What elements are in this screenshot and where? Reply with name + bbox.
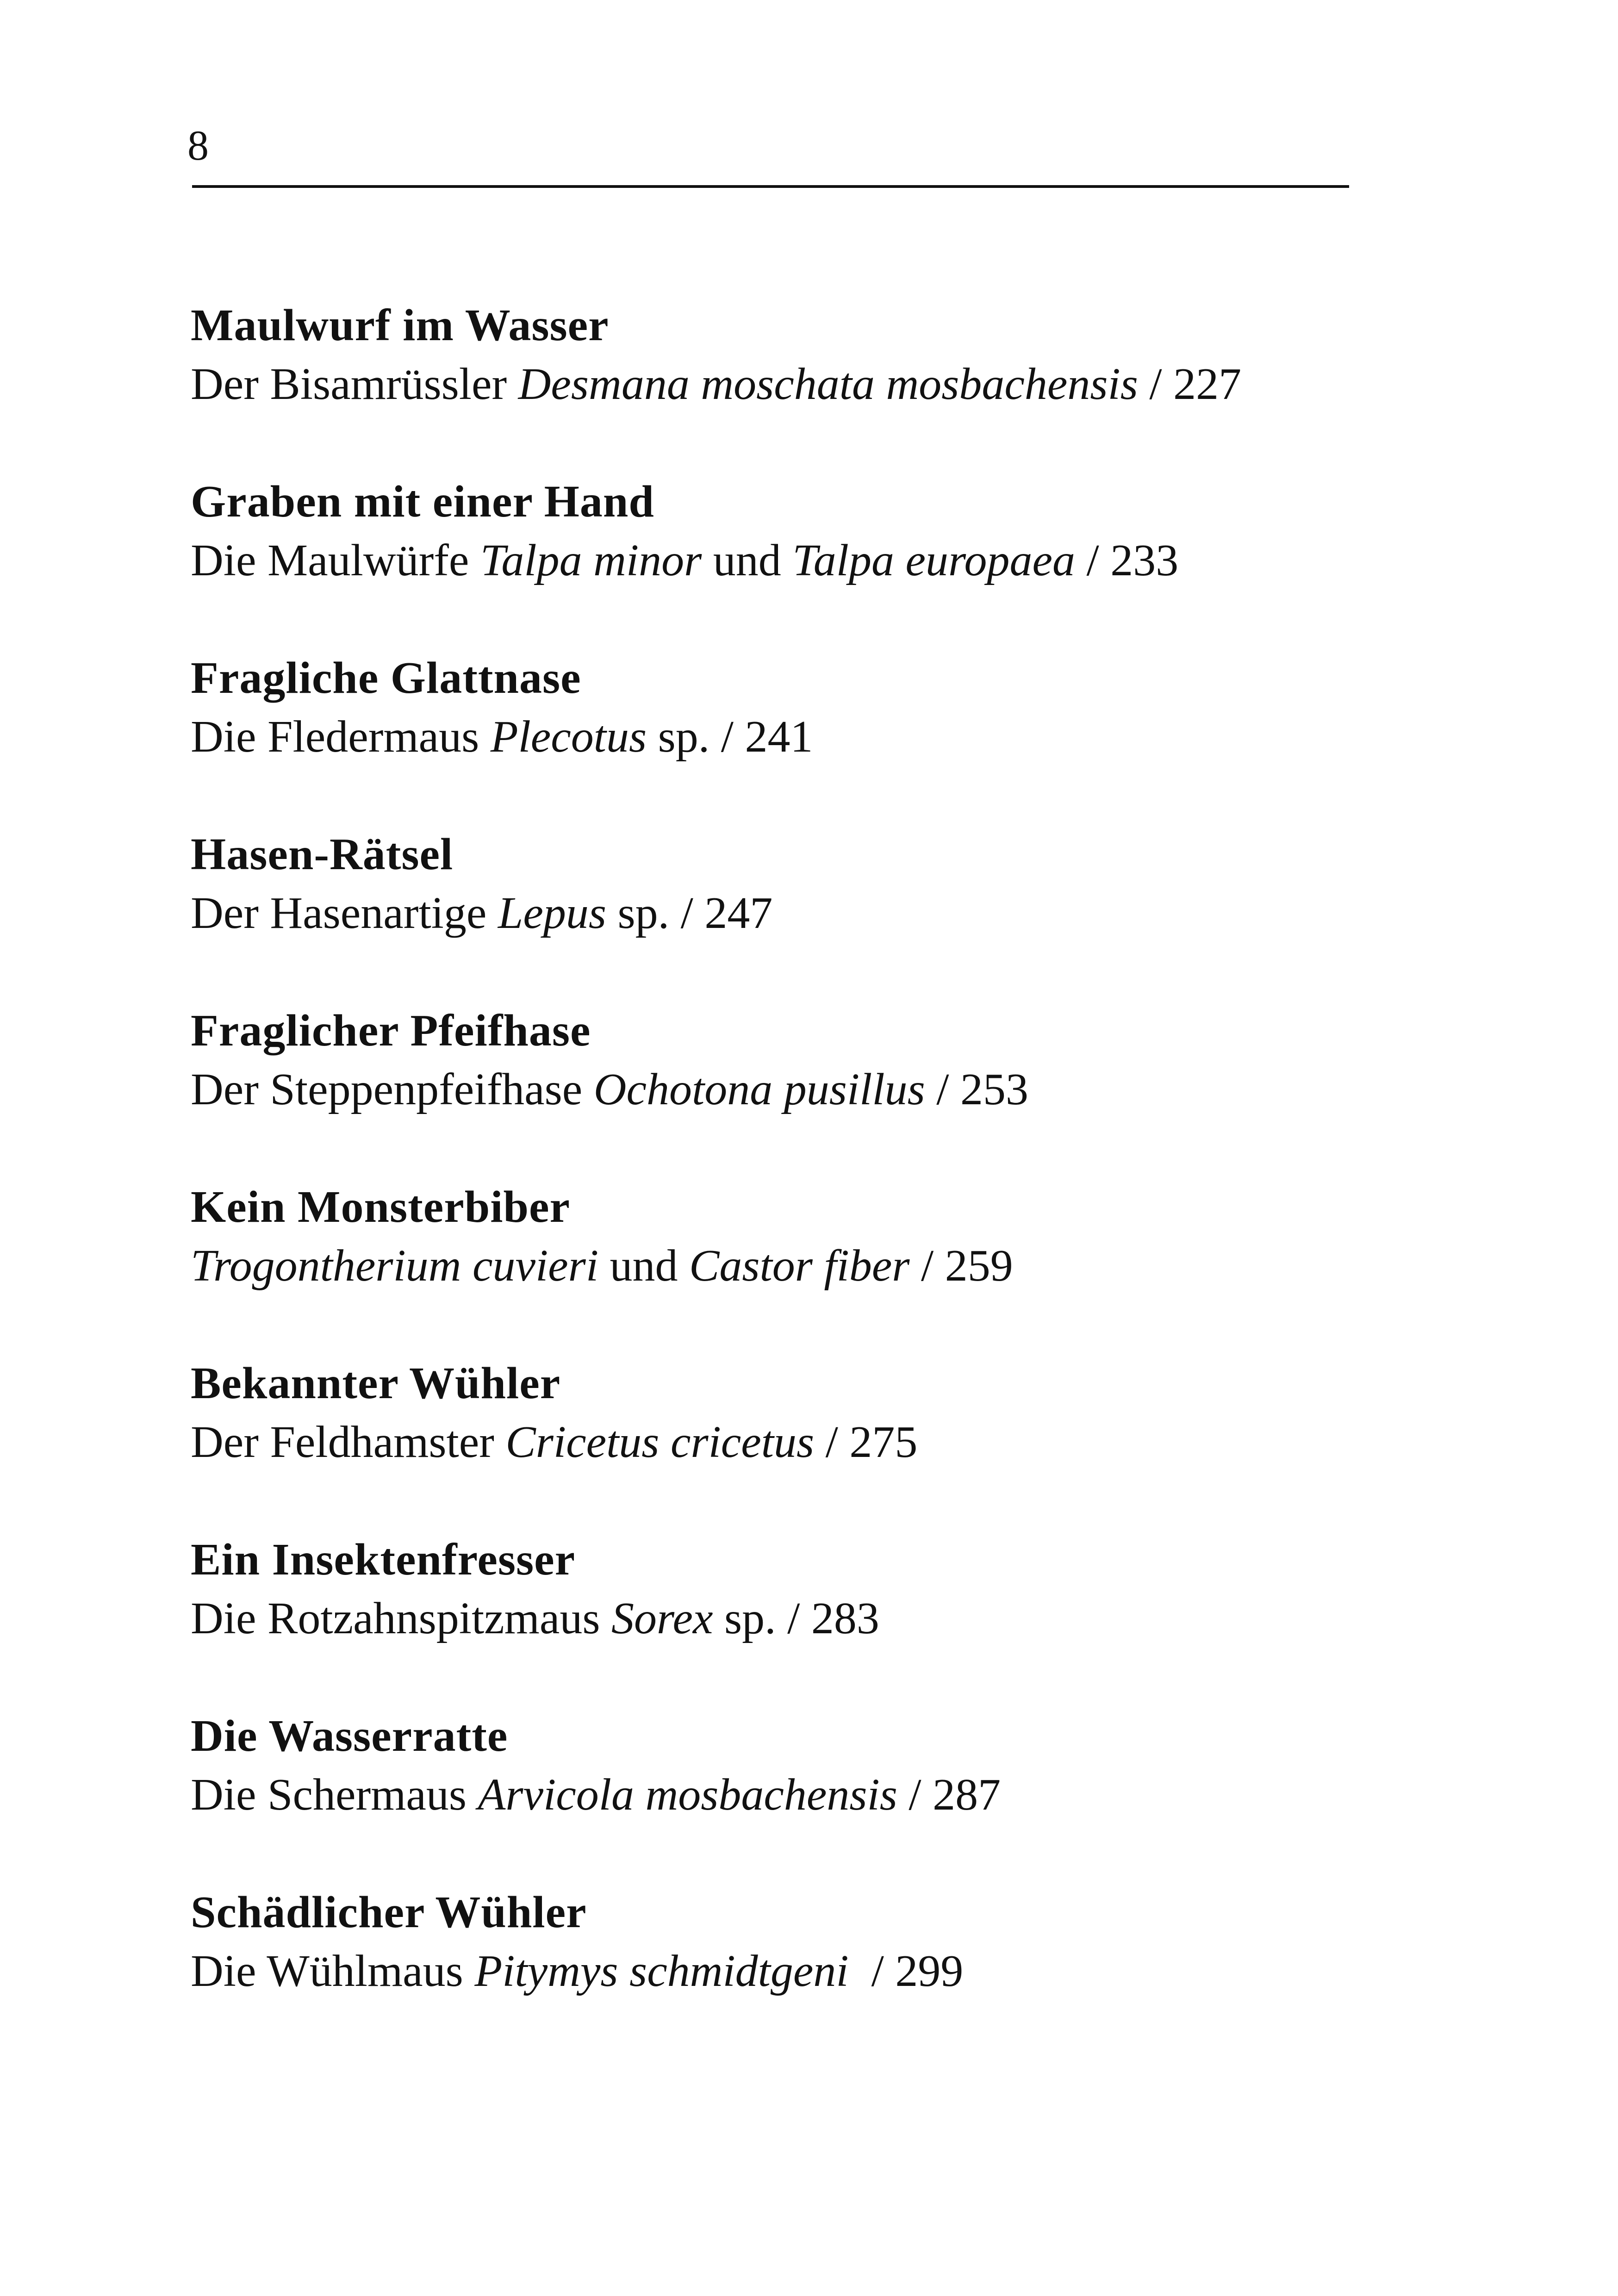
description-text: / 227	[1138, 359, 1242, 410]
toc-entry	[191, 1178, 1394, 1354]
taxon-name: Arvicola mosbachensis	[478, 1770, 897, 1820]
taxon-name: Sorex	[611, 1593, 713, 1644]
taxon-name: Talpa europaea	[792, 535, 1076, 586]
description-text: / 287	[897, 1770, 1001, 1820]
page-number: 8	[187, 122, 209, 169]
description-text: sp. / 247	[606, 888, 773, 939]
toc-entry	[191, 1883, 1394, 2060]
toc-entry-heading: Schädlicher Wühler	[191, 1887, 587, 1937]
toc-entry-heading: Graben mit einer Hand	[191, 477, 654, 527]
description-text: Der Feldhamster	[191, 1417, 506, 1468]
toc-entry-heading: Fragliche Glattnase	[191, 653, 581, 703]
toc-entry-heading: Kein Monsterbiber	[191, 1182, 570, 1232]
toc-entry-heading: Fraglicher Pfeifhase	[191, 1006, 591, 1056]
description-text: Die Wühlmaus	[191, 1946, 475, 1997]
taxon-name: Desmana moschata mosbachensis	[518, 359, 1138, 410]
toc-entry-description	[191, 531, 1394, 590]
taxon-name: Talpa minor	[480, 535, 702, 586]
taxon-name: Lepus	[498, 888, 607, 939]
description-text: / 259	[909, 1241, 1013, 1291]
toc-entry-description	[191, 1060, 1394, 1119]
toc-entry	[191, 296, 1394, 473]
description-text: Die Schermaus	[191, 1770, 478, 1820]
toc-entry-heading: Bekannter Wühler	[191, 1358, 561, 1408]
toc-entry-heading: Ein Insektenfresser	[191, 1535, 576, 1585]
toc-entry-description	[191, 355, 1394, 414]
taxon-name: Ochotona pusillus	[593, 1064, 925, 1115]
toc-entry-description	[191, 1413, 1394, 1472]
taxon-name: Cricetus cricetus	[505, 1417, 815, 1468]
description-text: Der Steppenpfeifhase	[191, 1064, 594, 1115]
description-text: Der Bisamrüssler	[191, 359, 518, 410]
description-text: und	[702, 535, 793, 586]
description-text: / 275	[814, 1417, 918, 1468]
toc-entry-heading: Die Wasserratte	[191, 1711, 508, 1761]
description-text: Die Rotzahnspitzmaus	[191, 1593, 612, 1644]
toc-entry-heading: Hasen-Rätsel	[191, 829, 454, 879]
toc-entry-description	[191, 708, 1394, 766]
toc-entry	[191, 1354, 1394, 1531]
description-text: / 233	[1075, 535, 1179, 586]
table-of-contents	[191, 296, 1394, 2060]
toc-entry	[191, 1707, 1394, 1883]
toc-entry	[191, 473, 1394, 649]
description-text: Die Fledermaus	[191, 712, 491, 762]
toc-entry-description	[191, 1942, 1394, 2001]
description-text: und	[598, 1241, 690, 1291]
taxon-name: Plecotus	[490, 712, 647, 762]
description-text: sp. / 241	[647, 712, 813, 762]
description-text: / 253	[925, 1064, 1028, 1115]
toc-entry	[191, 825, 1394, 1002]
taxon-name: Trogontherium cuvieri	[191, 1241, 599, 1291]
header-rule	[192, 185, 1349, 188]
description-text: sp. / 283	[713, 1593, 879, 1644]
toc-entry	[191, 649, 1394, 825]
toc-entry-description	[191, 884, 1394, 943]
toc-entry	[191, 1531, 1394, 1707]
taxon-name: Castor fiber	[689, 1241, 910, 1291]
toc-entry-heading: Maulwurf im Wasser	[191, 300, 609, 350]
description-text: Der Hasenartige	[191, 888, 498, 939]
toc-entry-description	[191, 1766, 1394, 1824]
description-text: Die Maulwürfe	[191, 535, 480, 586]
toc-entry-description	[191, 1237, 1394, 1295]
taxon-name: Pitymys schmidtgeni	[474, 1946, 849, 1997]
toc-entry	[191, 1002, 1394, 1178]
description-text: / 299	[848, 1946, 964, 1997]
toc-entry-description	[191, 1589, 1394, 1648]
